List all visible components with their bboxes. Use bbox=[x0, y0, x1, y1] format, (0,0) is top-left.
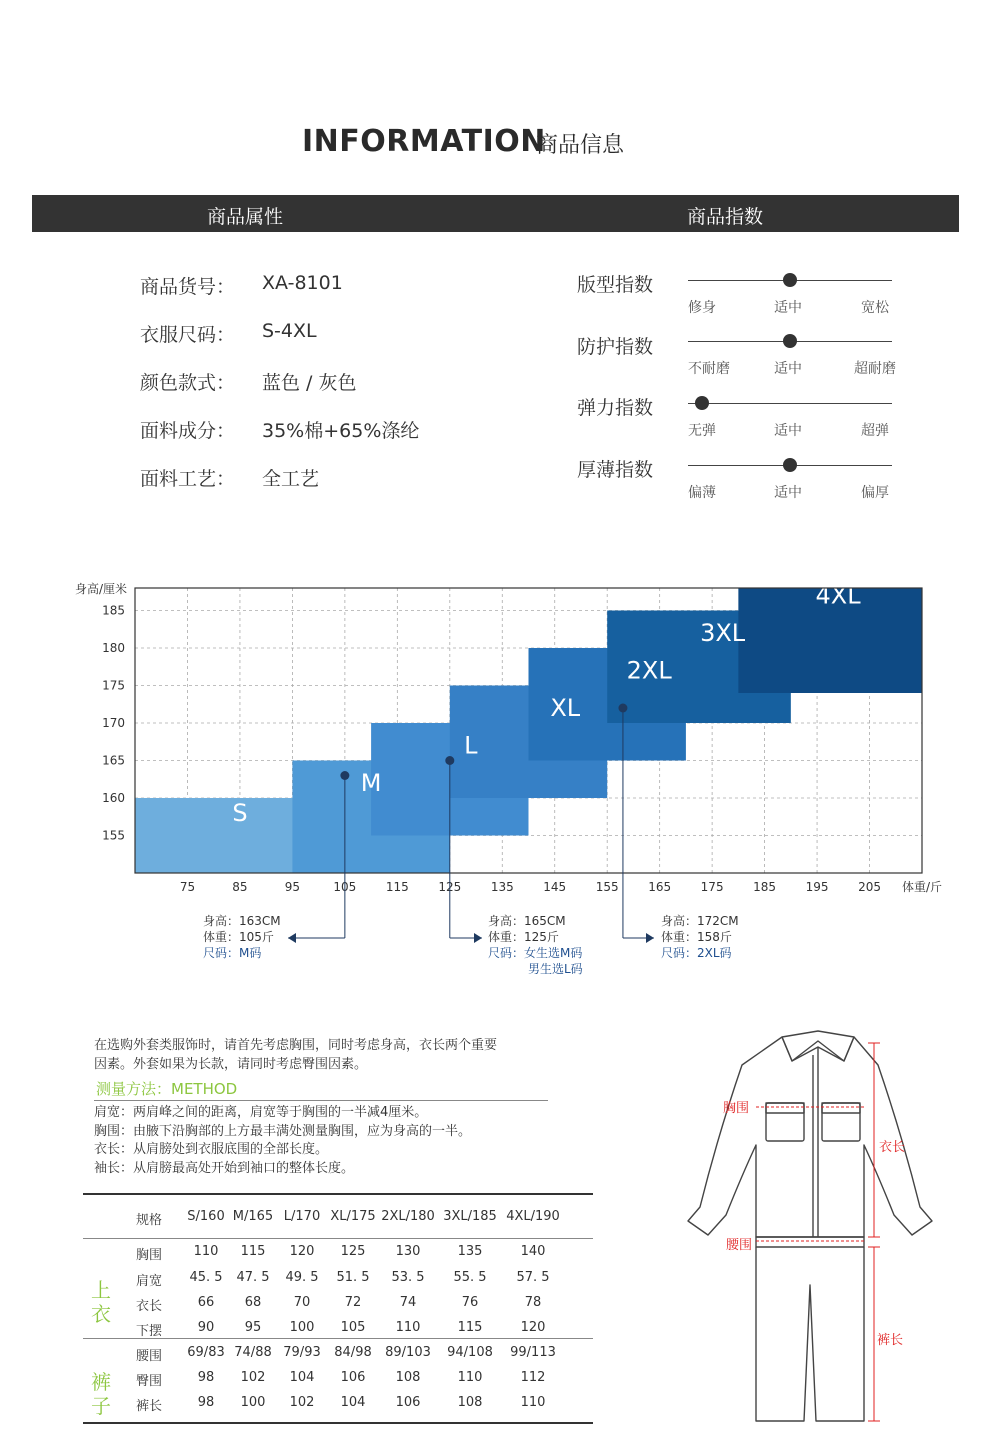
x-tick-label: 115 bbox=[385, 880, 409, 894]
note-line: 尺码：2XL码 bbox=[661, 946, 732, 960]
attr-label-fabric: 面料成分： bbox=[140, 420, 236, 442]
attr-value-sku: XA-8101 bbox=[262, 272, 343, 294]
note-line: 身高：172CM bbox=[661, 914, 739, 928]
table-cell: 51. 5 bbox=[336, 1270, 370, 1285]
x-tick-label: 75 bbox=[179, 880, 196, 894]
section-title-attributes: 商品属性 bbox=[207, 206, 284, 228]
index-label-protection: 防护指数 bbox=[577, 336, 654, 358]
table-cell: 98 bbox=[197, 1370, 215, 1385]
index-tick-high: 宽松 bbox=[861, 300, 889, 316]
table-cell: 66 bbox=[197, 1295, 215, 1310]
attr-value-color: 蓝色 / 灰色 bbox=[262, 372, 357, 394]
size-region-label: XL bbox=[550, 694, 581, 722]
x-tick-label: 125 bbox=[438, 880, 462, 894]
table-group-label-pants: 裤子 bbox=[91, 1370, 111, 1418]
table-cell: 90 bbox=[197, 1320, 215, 1335]
table-header-cell: 2XL/180 bbox=[381, 1209, 435, 1224]
leader-arrow bbox=[646, 933, 654, 943]
section-title-indices: 商品指数 bbox=[687, 206, 764, 228]
note-line: 男生选L码 bbox=[528, 962, 583, 976]
attr-value-craft: 全工艺 bbox=[262, 468, 320, 490]
note-line: 体重：158斤 bbox=[661, 930, 732, 944]
waistband bbox=[756, 1237, 864, 1247]
table-cell: 89/103 bbox=[385, 1345, 431, 1360]
x-tick-label: 165 bbox=[648, 880, 672, 894]
note-line: 体重：105斤 bbox=[203, 930, 274, 944]
table-cell: 115 bbox=[457, 1320, 483, 1335]
table-row-label: 胸围 bbox=[135, 1248, 162, 1263]
table-cell: 95 bbox=[244, 1320, 262, 1335]
table-cell: 57. 5 bbox=[516, 1270, 550, 1285]
index-tick-low: 修身 bbox=[688, 300, 716, 316]
table-cell: 108 bbox=[395, 1370, 421, 1385]
note-line: 尺码：M码 bbox=[203, 946, 262, 960]
table-cell: 47. 5 bbox=[236, 1270, 270, 1285]
table-cell: 76 bbox=[461, 1295, 479, 1310]
label-chest: 胸围 bbox=[723, 1101, 750, 1116]
attr-label-size: 衣服尺码： bbox=[140, 324, 236, 346]
size-region-label: M bbox=[360, 769, 382, 797]
label-pants: 裤长 bbox=[877, 1333, 904, 1348]
x-tick-label: 85 bbox=[232, 880, 248, 894]
method-line: 肩宽：两肩峰之间的距离，肩宽等于胸围的一半减4厘米。 bbox=[94, 1105, 428, 1120]
table-cell: 74/88 bbox=[234, 1345, 272, 1360]
index-tick-low: 偏薄 bbox=[688, 485, 716, 501]
chart-y-axis-label: 身高/厘米 bbox=[75, 582, 128, 596]
page-title-cn: 商品信息 bbox=[536, 133, 625, 158]
size-region-label: S bbox=[232, 799, 248, 827]
index-tick-mid: 适中 bbox=[774, 485, 802, 501]
table-cell: 78 bbox=[524, 1295, 542, 1310]
y-tick-label: 175 bbox=[102, 678, 125, 693]
table-cell: 125 bbox=[340, 1244, 366, 1259]
size-region-label: L bbox=[464, 731, 478, 760]
table-header-cell: S/160 bbox=[187, 1209, 225, 1224]
attr-value-size: S-4XL bbox=[262, 320, 317, 342]
size-region-label: 4XL bbox=[815, 581, 861, 610]
table-cell: 115 bbox=[240, 1244, 266, 1259]
leader-arrow bbox=[288, 933, 296, 943]
note-line: 身高：165CM bbox=[488, 914, 566, 928]
table-cell: 72 bbox=[344, 1295, 362, 1310]
table-header-cell: 4XL/190 bbox=[506, 1209, 560, 1224]
table-cell: 98 bbox=[197, 1395, 215, 1410]
table-cell: 110 bbox=[193, 1244, 219, 1259]
method-divider bbox=[94, 1100, 548, 1101]
x-tick-label: 205 bbox=[858, 880, 881, 894]
label-length: 衣长 bbox=[879, 1140, 906, 1155]
x-tick-label: 145 bbox=[543, 880, 567, 894]
table-cell: 135 bbox=[457, 1244, 483, 1259]
table-cell: 140 bbox=[520, 1244, 546, 1259]
intro-line: 在选购外套类服饰时，请首先考虑胸围，同时考虑身高，衣长两个重要 bbox=[94, 1038, 498, 1053]
x-tick-label: 135 bbox=[490, 880, 514, 894]
method-line: 衣长：从肩膀处到衣服底围的全部长度。 bbox=[94, 1142, 329, 1157]
index-tick-low: 无弹 bbox=[688, 423, 716, 439]
table-header-cell: 规格 bbox=[135, 1213, 162, 1228]
table-cell: 106 bbox=[340, 1370, 366, 1385]
pocket-right bbox=[822, 1103, 860, 1141]
note-line: 身高：163CM bbox=[203, 914, 281, 928]
size-region-label: 3XL bbox=[700, 619, 746, 647]
table-cell: 45. 5 bbox=[189, 1270, 223, 1285]
table-cell: 84/98 bbox=[334, 1345, 372, 1360]
x-tick-label: 95 bbox=[284, 880, 301, 894]
index-label-elasticity: 弹力指数 bbox=[577, 397, 654, 419]
table-bottom-rule bbox=[83, 1422, 593, 1424]
size-region-label: 2XL bbox=[626, 656, 672, 685]
page-title-en: INFORMATION bbox=[302, 124, 546, 159]
y-tick-label: 185 bbox=[102, 603, 125, 618]
table-cell: 100 bbox=[289, 1320, 315, 1335]
method-line: 袖长：从肩膀最高处开始到袖口的整体长度。 bbox=[94, 1160, 355, 1176]
x-tick-label: 175 bbox=[700, 880, 724, 894]
index-tick-mid: 适中 bbox=[774, 300, 802, 316]
table-cell: 102 bbox=[240, 1370, 266, 1385]
table-cell: 104 bbox=[340, 1395, 366, 1410]
table-cell: 104 bbox=[289, 1370, 315, 1385]
method-title: 测量方法：METHOD bbox=[96, 1080, 238, 1098]
pants-outline bbox=[756, 1247, 864, 1421]
table-cell: 120 bbox=[520, 1320, 546, 1335]
table-cell: 105 bbox=[340, 1320, 366, 1335]
table-cell: 99/113 bbox=[510, 1345, 556, 1360]
table-cell: 49. 5 bbox=[285, 1270, 319, 1285]
table-header-cell: 3XL/185 bbox=[443, 1209, 497, 1224]
intro-text bbox=[94, 1036, 497, 1074]
attr-value-fabric: 35%棉+65%涤纶 bbox=[262, 420, 420, 442]
table-row-label: 裤长 bbox=[135, 1399, 162, 1414]
table-cell: 68 bbox=[244, 1295, 262, 1310]
table-cell: 79/93 bbox=[283, 1345, 321, 1360]
intro-line: 因素。外套如果为长款，请同时考虑臀围因素。 bbox=[94, 1057, 368, 1072]
chart-note-2 bbox=[488, 913, 583, 977]
table-row-label: 肩宽 bbox=[135, 1274, 162, 1289]
method-list bbox=[94, 1104, 471, 1178]
table-cell: 110 bbox=[395, 1320, 421, 1335]
table-group-label-top: 上衣 bbox=[91, 1278, 111, 1326]
index-tick-low: 不耐磨 bbox=[688, 361, 730, 377]
table-cell: 108 bbox=[457, 1395, 483, 1410]
note-line: 体重：125斤 bbox=[488, 930, 559, 944]
index-tick-high: 偏厚 bbox=[861, 485, 889, 501]
leader-arrow bbox=[474, 933, 482, 943]
x-tick-label: 155 bbox=[595, 880, 619, 894]
x-tick-label: 195 bbox=[805, 880, 829, 894]
index-label-fit: 版型指数 bbox=[577, 274, 654, 296]
table-cell: 74 bbox=[399, 1295, 417, 1310]
table-cell: 69/83 bbox=[187, 1345, 225, 1360]
attr-label-sku: 商品货号： bbox=[140, 276, 236, 298]
method-line: 胸围：由腋下沿胸部的上方最丰满处测量胸围，应为身高的一半。 bbox=[94, 1123, 472, 1139]
data-point bbox=[618, 704, 627, 713]
data-point bbox=[340, 771, 349, 780]
table-cell: 110 bbox=[457, 1370, 483, 1385]
pocket-left bbox=[766, 1103, 804, 1141]
table-top-rule bbox=[83, 1193, 593, 1195]
table-cell: 53. 5 bbox=[391, 1270, 425, 1285]
index-tick-mid: 适中 bbox=[774, 423, 802, 439]
x-tick-label: 105 bbox=[333, 880, 357, 894]
chart-note-3 bbox=[661, 913, 739, 961]
attr-label-craft: 面料工艺： bbox=[140, 468, 236, 490]
table-cell: 102 bbox=[289, 1395, 315, 1410]
table-cell: 110 bbox=[520, 1395, 546, 1410]
table-cell: 55. 5 bbox=[453, 1270, 487, 1285]
table-cell: 130 bbox=[395, 1244, 421, 1259]
table-header-cell: XL/175 bbox=[330, 1209, 376, 1224]
table-cell: 106 bbox=[395, 1395, 421, 1410]
index-tick-high: 超弹 bbox=[861, 423, 889, 439]
chart-note-1 bbox=[203, 913, 281, 961]
table-row-label: 臀围 bbox=[135, 1374, 162, 1389]
table-header-rule bbox=[83, 1238, 593, 1239]
attr-label-color: 颜色款式： bbox=[140, 372, 236, 394]
table-cell: 112 bbox=[520, 1370, 546, 1385]
table-header-cell: L/170 bbox=[283, 1209, 321, 1224]
chart-x-axis-label: 体重/斤 bbox=[902, 880, 943, 894]
y-tick-label: 155 bbox=[102, 828, 125, 843]
label-waist: 腰围 bbox=[726, 1238, 753, 1253]
table-header-cell: M/165 bbox=[232, 1209, 274, 1224]
table-cell: 94/108 bbox=[447, 1345, 493, 1360]
y-tick-label: 170 bbox=[102, 716, 125, 730]
table-cell: 100 bbox=[240, 1395, 266, 1410]
table-cell: 120 bbox=[289, 1244, 315, 1259]
table-row-label: 衣长 bbox=[135, 1299, 162, 1314]
garment-diagram bbox=[680, 1025, 950, 1425]
table-cell: 70 bbox=[293, 1295, 311, 1310]
y-tick-label: 160 bbox=[102, 791, 125, 805]
note-line: 尺码：女生选M码 bbox=[488, 946, 583, 960]
y-tick-label: 180 bbox=[102, 641, 125, 655]
index-label-thickness: 厚薄指数 bbox=[577, 459, 654, 481]
table-row-label: 下摆 bbox=[135, 1324, 162, 1339]
table-row-label: 腰围 bbox=[135, 1349, 162, 1364]
y-tick-label: 165 bbox=[102, 753, 125, 768]
data-point bbox=[445, 756, 454, 765]
x-tick-label: 185 bbox=[753, 880, 777, 894]
index-tick-high: 超耐磨 bbox=[854, 361, 896, 377]
index-tick-mid: 适中 bbox=[774, 361, 802, 377]
